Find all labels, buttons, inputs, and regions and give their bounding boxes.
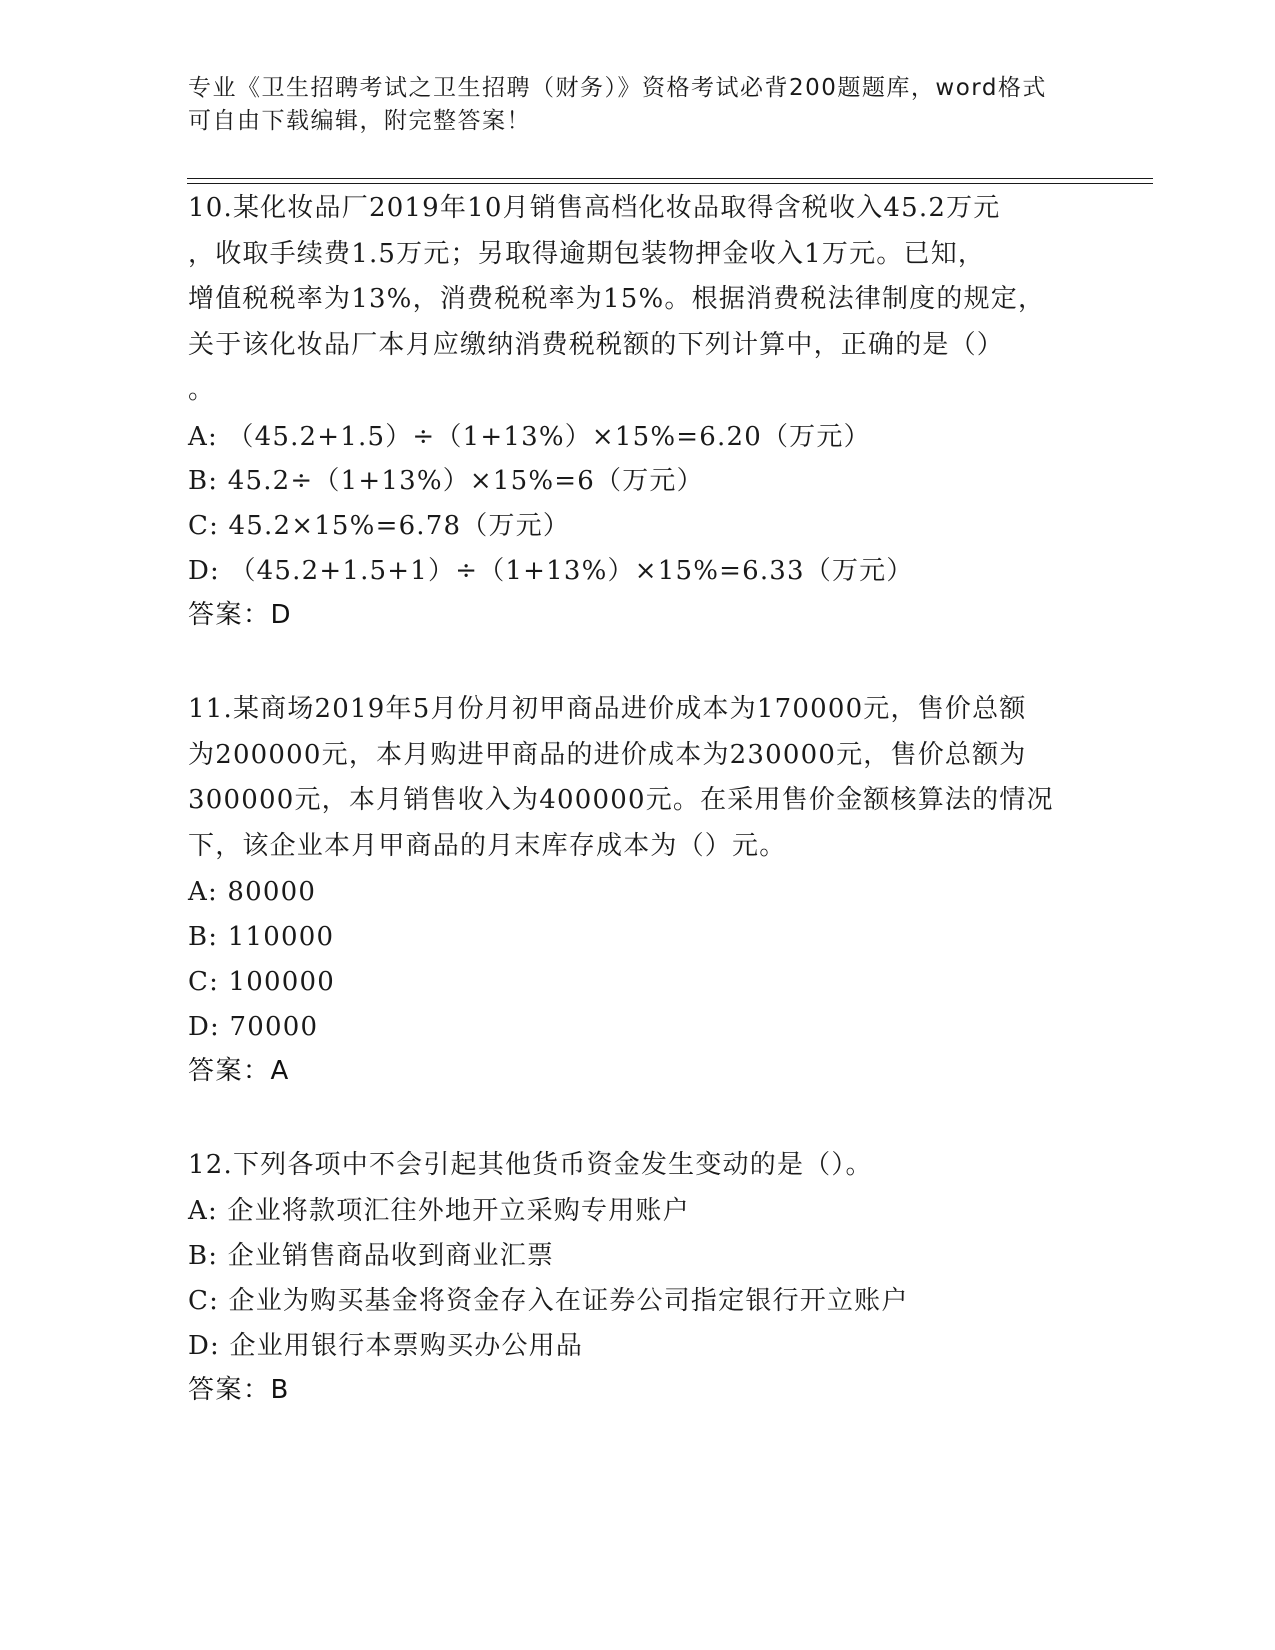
option-d: D: 70000 [188,1012,319,1042]
stem-line: 关于该化妆品厂本月应缴纳消费税税额的下列计算中，正确的是（） [188,329,1005,360]
option-a: A: （45.2+1.5）÷（1+13%）×15%=6.20（万元） [188,422,871,452]
header-divider-top [187,178,1153,179]
stem-line: 11.某商场2019年5月份月初甲商品进价成本为170000元，售价总额 [188,694,1027,724]
answer-label: 答案：B [188,1375,290,1405]
option-d: D: 企业用银行本票购买办公用品 [188,1331,584,1361]
stem-line: 为200000元，本月购进甲商品的进价成本为230000元，售价总额为 [188,739,1027,770]
question-stem-10 [188,186,1088,414]
option-b: B: 45.2÷（1+13%）×15%=6（万元） [188,466,704,496]
option-b: B: 110000 [188,922,335,952]
option-c: C: 100000 [188,967,335,997]
option-b: B: 企业销售商品收到商业汇票 [188,1241,555,1271]
header-line-2: 可自由下载编辑，附完整答案！ [188,108,531,134]
header-divider-bottom [187,183,1153,184]
option-a: A: 企业将款项汇往外地开立采购专用账户 [188,1196,690,1226]
answer-label: 答案：D [188,600,293,630]
header-line-1: 专业《卫生招聘考试之卫生招聘（财务）》资格考试必背200题题库，word格式 [188,75,1047,101]
option-c: C: 45.2×15%=6.78（万元） [188,511,571,541]
question-stem-11 [188,687,1088,869]
document-header [188,72,1088,138]
stem-line: ，收取手续费1.5万元；另取得逾期包装物押金收入1万元。已知， [188,238,986,269]
option-a: A: 80000 [188,877,317,907]
answer-label: 答案：A [188,1056,290,1086]
stem-line: 。 [188,375,216,405]
stem-line: 10.某化妆品厂2019年10月销售高档化妆品取得含税收入45.2万元 [188,193,1001,223]
option-c: C: 企业为购买基金将资金存入在证券公司指定银行开立账户 [188,1286,909,1316]
stem-line: 12.下列各项中不会引起其他货币资金发生变动的是（）。 [188,1150,873,1180]
stem-line: 下，该企业本月甲商品的月末库存成本为（）元。 [188,830,787,861]
option-d: D: （45.2+1.5+1）÷（1+13%）×15%=6.33（万元） [188,556,914,586]
stem-line: 增值税税率为13%，消费税税率为15%。根据消费税法律制度的规定， [188,284,1046,314]
stem-line: 300000元，本月销售收入为400000元。在采用售价金额核算法的情况 [188,785,1054,815]
question-stem-12 [188,1143,1088,1189]
